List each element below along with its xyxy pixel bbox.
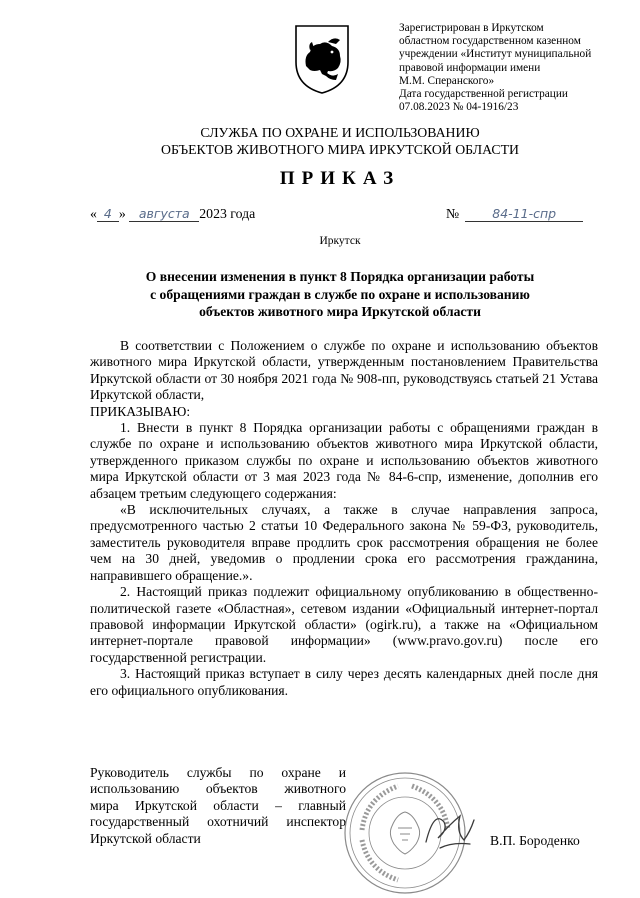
- position-line: мира Иркутской области – главный: [90, 797, 346, 813]
- registration-line: правовой информации имени: [399, 61, 541, 74]
- coat-of-arms-icon: [292, 22, 352, 96]
- city-name: Иркутск: [319, 235, 361, 247]
- position-line: государственный охотничий инспектор: [90, 814, 346, 830]
- agency-name: [80, 124, 600, 158]
- registration-line: учреждении «Институт муниципальной: [399, 48, 592, 61]
- agency-line-1: СЛУЖБА ПО ОХРАНЕ И ИСПОЛЬЗОВАНИЮ: [200, 125, 480, 140]
- order-body: [90, 338, 598, 699]
- registration-line: Зарегистрирован в Иркутском: [399, 22, 544, 34]
- item-2-paragraph: 2. Настоящий приказ подлежит официальному опубликованию в общественно-политической газете «Областная», сетевом издании «Официальный интернет-портал правовой информации Иркутской области» (ogirk.ru), а также на «Официальном интернет-портале правовой информации» (www.pravo.gov.ru) после его государственной регистрации.: [90, 584, 598, 665]
- registration-stamp: [399, 22, 599, 114]
- position-line: Иркутской области: [90, 830, 201, 846]
- handwritten-day: 4: [97, 206, 119, 222]
- quote-open: «: [90, 206, 97, 221]
- title-line-1: О внесении изменения в пункт 8 Порядка организации работы: [145, 269, 535, 284]
- quote-close: »: [118, 206, 126, 221]
- handwritten-signature-icon: [420, 802, 480, 854]
- handwritten-month: августа: [129, 206, 199, 222]
- item-1-quote-paragraph: «В исключительных случаях, а также в случае направления запроса, предусмотренного частью 2 статьи 10 Федерального закона № 59-ФЗ, руководитель, заместитель руководителя вправе продлить срок рассмотрения обращения не более чем на 30 дней, уведомив о продлении срока его рассмотрения гражданина, направившего обращение.».: [90, 502, 598, 583]
- number-prefix: №: [446, 206, 460, 221]
- registration-line: М.М. Сперанского»: [399, 74, 495, 87]
- title-line-3: объектов животного мира Иркутской области: [199, 304, 481, 320]
- order-title: [80, 268, 600, 321]
- position-line: Руководитель службы по охране и: [90, 765, 346, 780]
- title-line-2: с обращениями граждан в службе по охране и использованию: [150, 286, 530, 302]
- document-type-heading: ПРИКАЗ: [279, 168, 401, 189]
- signatory-name: В.П. Бороденко: [490, 833, 580, 848]
- order-date: [90, 206, 255, 222]
- order-word: ПРИКАЗЫВАЮ:: [90, 403, 191, 419]
- year-text: 2023 года: [199, 206, 256, 221]
- item-3-paragraph: 3. Настоящий приказ вступает в силу через десять календарных дней после дня его официального опубликования.: [90, 666, 598, 698]
- preamble-paragraph: В соответствии с Положением о службе по охране и использованию объектов животного мира Иркутской области, утвержденным постановлением Правительства Иркутской области от 30 ноября 2021 года № 908-пп, руководствуясь статьей 21 Устава Иркутской области,: [90, 338, 598, 403]
- registration-line: областном государственном казенном: [399, 35, 581, 48]
- agency-line-2: ОБЪЕКТОВ ЖИВОТНОГО МИРА ИРКУТСКОЙ ОБЛАСТИ: [160, 142, 519, 157]
- signatory-position: [90, 765, 346, 847]
- handwritten-number: 84-11-спр: [465, 206, 583, 222]
- item-1-paragraph: 1. Внести в пункт 8 Порядка организации работы с обращениями граждан в службе по охране и использованию объектов животного мира Иркутской области, утвержденного приказом службы по охране и использованию объектов животного мира Иркутской области от 3 мая 2023 года № 84-6-спр, изменение, дополнив его абзацем третьим следующего содержания:: [90, 420, 598, 501]
- order-number: [446, 206, 583, 222]
- position-line: использованию объектов животного: [90, 781, 346, 797]
- registration-line: Дата государственной регистрации: [399, 88, 568, 101]
- registration-line: 07.08.2023 № 04-1916/23: [399, 101, 519, 114]
